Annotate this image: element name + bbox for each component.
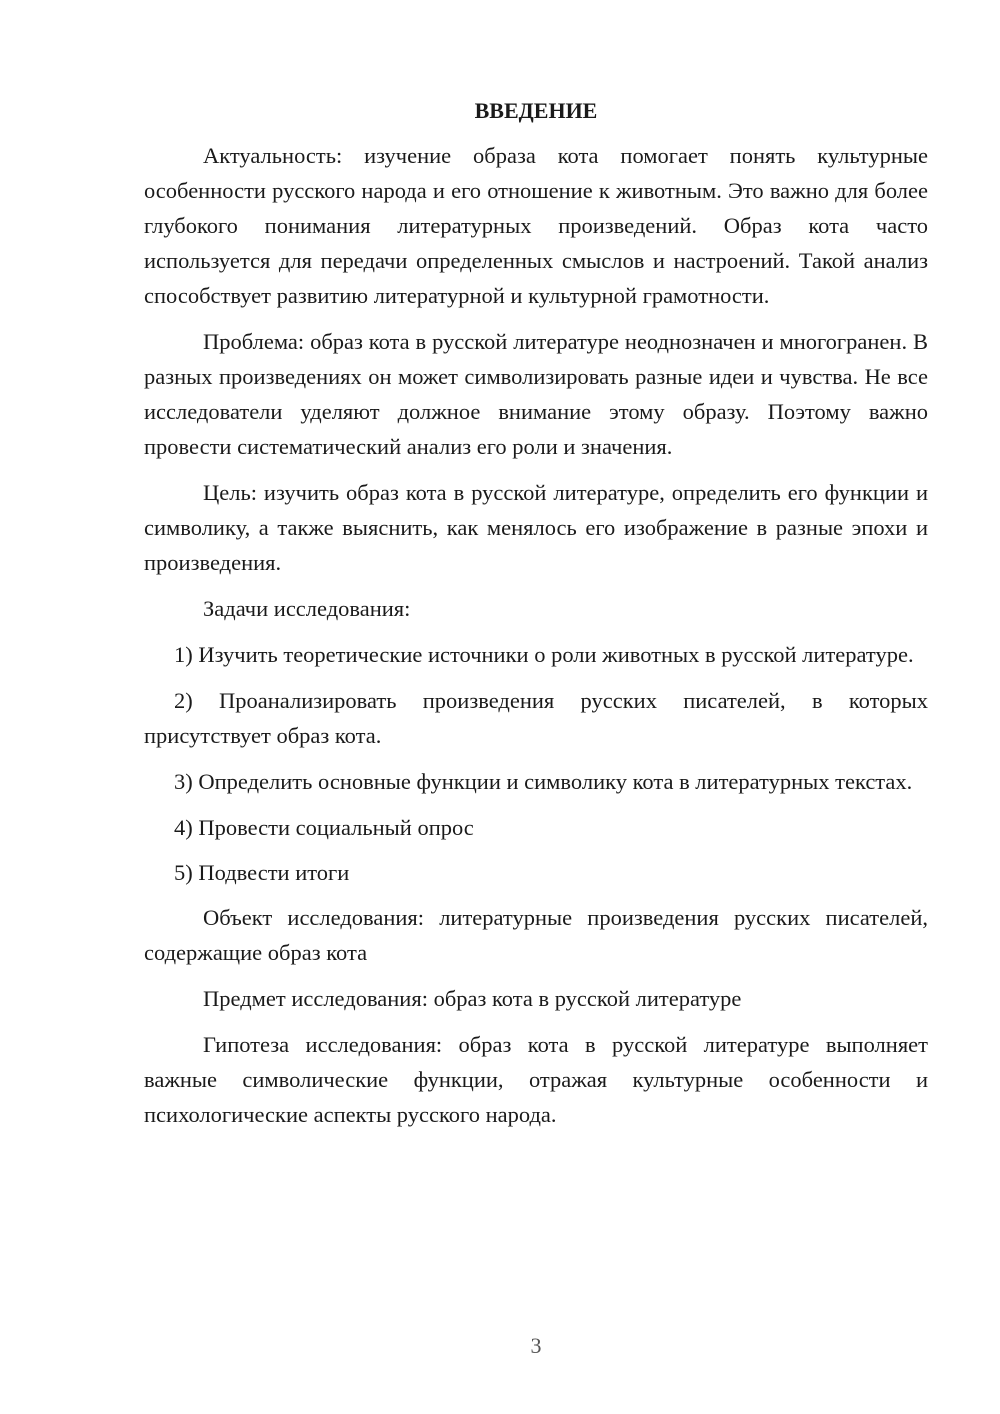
section-title: ВВЕДЕНИЕ: [474, 98, 598, 123]
task-item: 4) Провести социальный опрос: [174, 815, 474, 840]
paragraph-problem: Проблема: образ кота в русской литературе неоднозначен и многогранен. В разных произведениях он может символизировать разные идеи и чувства. Не все исследователи уделяют должное внимание этому образу. Поэтому важно провести систематический анализ его роли и значения.: [144, 329, 928, 459]
tasks-heading: Задачи исследования:: [203, 596, 411, 621]
task-item: 5) Подвести итоги: [174, 860, 350, 885]
paragraph-hypothesis: Гипотеза исследования: образ кота в русской литературе выполняет важные символические функции, отражая культурные особенности и психологические аспекты русского народа.: [144, 1032, 928, 1127]
page-content: [144, 93, 928, 1143]
task-item: 3) Определить основные функции и символику кота в литературных текстах.: [174, 769, 913, 794]
task-item: 2) Проанализировать произведения русских писателей, в которых присутствует образ кота.: [144, 688, 928, 748]
page-number: 3: [530, 1333, 542, 1358]
task-item: 1) Изучить теоретические источники о роли животных в русской литературе.: [174, 642, 914, 667]
paragraph-subject: Предмет исследования: образ кота в русской литературе: [203, 986, 742, 1011]
paragraph-object: Объект исследования: литературные произведения русских писателей, содержащие образ кота: [144, 905, 928, 965]
paragraph-goal: Цель: изучить образ кота в русской литературе, определить его функции и символику, а также выяснить, как менялось его изображение в разные эпохи и произведения.: [144, 480, 928, 575]
paragraph-relevance: Актуальность: изучение образа кота помогает понять культурные особенности русского народа и его отношение к животным. Это важно для более глубокого понимания литературных произведений. Образ кота часто используется для передачи определенных смыслов и настроений. Такой анализ способствует развитию литературной и культурной грамотности.: [144, 143, 928, 308]
